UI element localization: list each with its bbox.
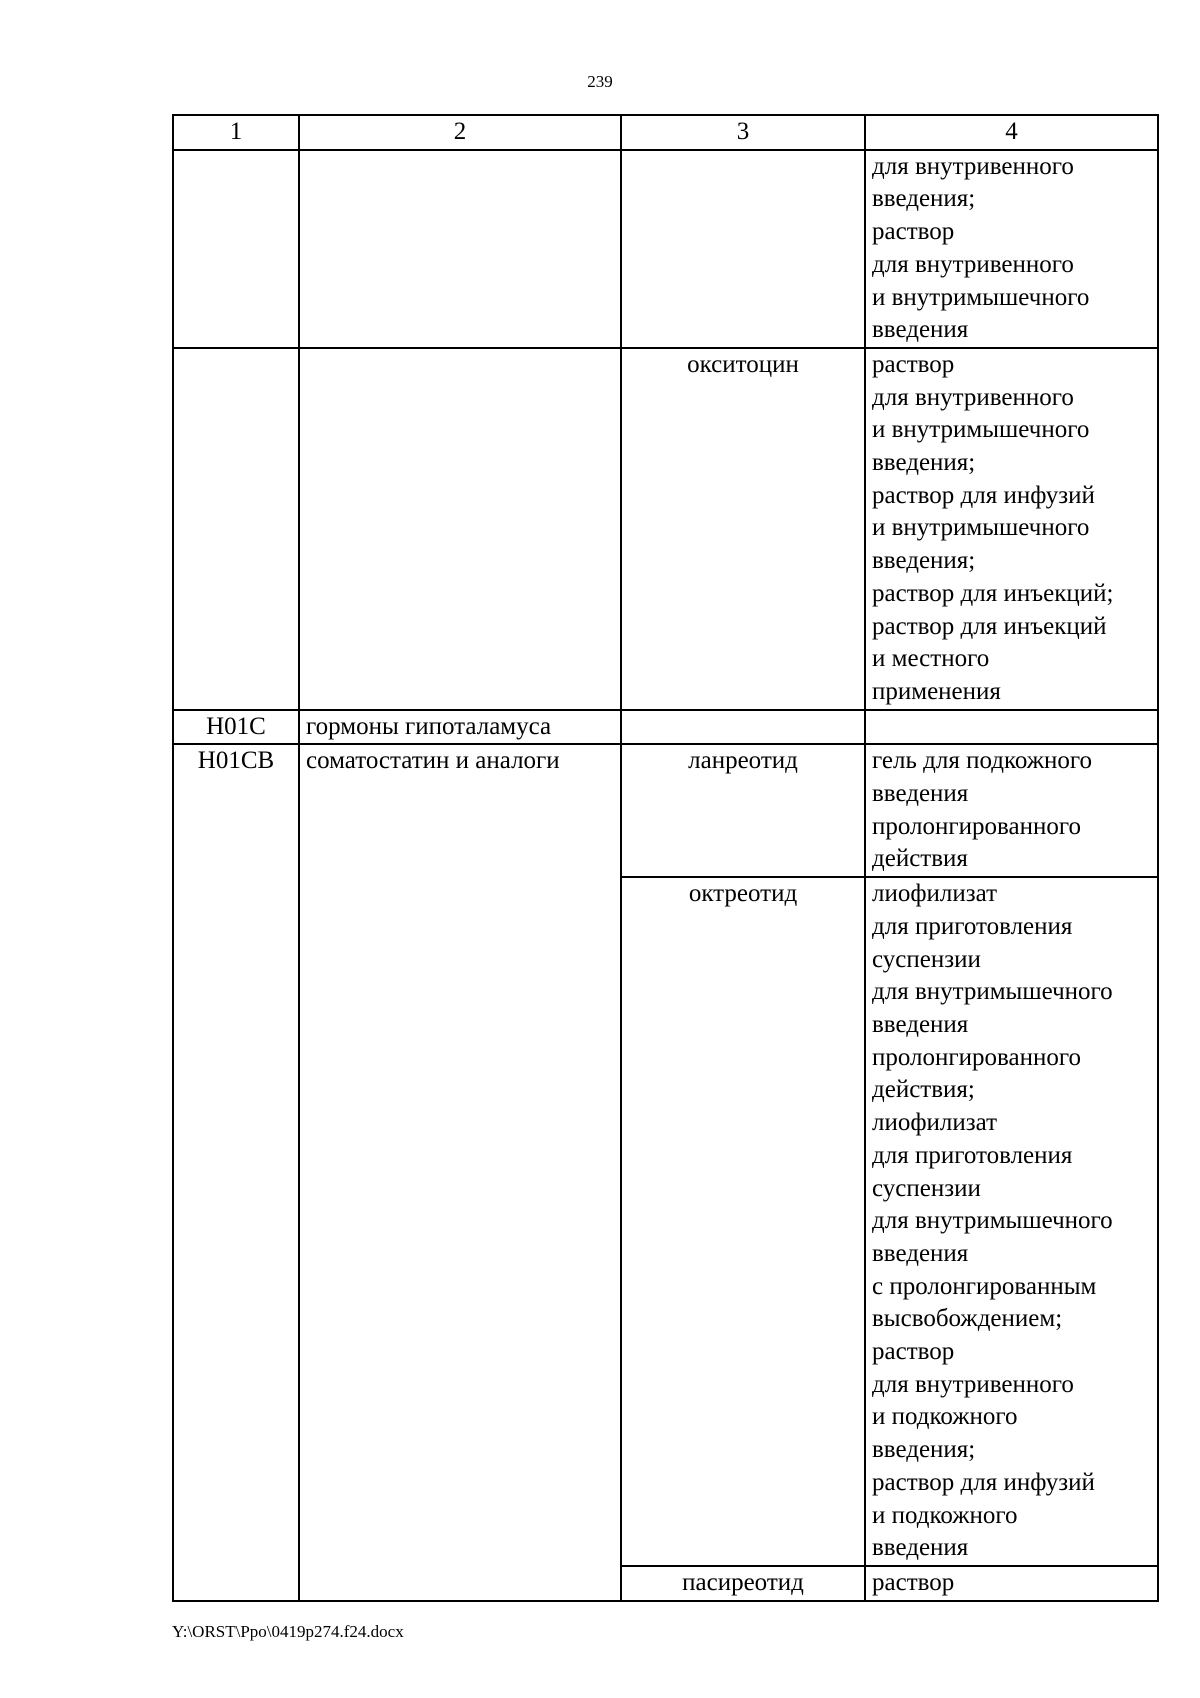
dosage-form-line: и местного	[872, 645, 990, 673]
atc-code-cell	[173, 348, 299, 710]
dosage-form-line: раствор для инъекций	[872, 612, 1107, 640]
atc-code-cell: H01CB	[173, 744, 299, 1600]
dosage-form-line: и подкожного	[872, 1501, 1018, 1529]
header-cell-4: 4	[865, 115, 1158, 150]
dosage-forms-cell	[865, 1566, 1158, 1601]
dosage-form-line: гель для подкожного	[872, 747, 1093, 775]
dosage-form-line: пролонгированного	[872, 812, 1081, 840]
header-cell-1: 1	[173, 115, 299, 150]
dosage-form-line: введения	[872, 316, 969, 344]
dosage-form-line: лиофилизат	[872, 880, 998, 908]
drug-name-cell: ланреотид	[621, 744, 865, 877]
drug-table	[172, 114, 1159, 1602]
table-row	[173, 744, 1158, 877]
dosage-form-line: с пролонгированным	[872, 1272, 1097, 1300]
dosage-form-line: и внутримышечного	[872, 514, 1090, 542]
dosage-form-line: для приготовления	[872, 912, 1073, 940]
dosage-form-line: введения	[872, 1010, 969, 1038]
dosage-form-line: применения	[872, 677, 1001, 705]
dosage-form-line: раствор	[872, 1568, 955, 1596]
dosage-form-line: действия	[872, 845, 968, 873]
atc-code-cell: H01C	[173, 710, 299, 745]
dosage-form-line: для внутривенного	[872, 250, 1074, 278]
dosage-form-line: суспензии	[872, 945, 981, 973]
table-header-row	[173, 115, 1158, 150]
dosage-form-line: введения	[872, 780, 969, 808]
dosage-form-line: введения;	[872, 185, 976, 213]
drug-name-cell: октреотид	[621, 877, 865, 1566]
dosage-form-line: высвобождением;	[872, 1305, 1063, 1333]
drug-name-cell	[621, 710, 865, 745]
dosage-form-line: раствор	[872, 218, 955, 246]
drug-name-cell: пасиреотид	[621, 1566, 865, 1601]
dosage-form-line: раствор для инфузий	[872, 1468, 1095, 1496]
dosage-forms-cell	[865, 877, 1158, 1566]
dosage-form-line: для внутривенного	[872, 1370, 1074, 1398]
dosage-form-line: раствор	[872, 1338, 955, 1366]
dosage-form-line: раствор для инфузий	[872, 481, 1095, 509]
dosage-form-line: раствор для инъекций;	[872, 579, 1114, 607]
dosage-form-line: для внутримышечного	[872, 1207, 1113, 1235]
dosage-form-line: введения;	[872, 449, 976, 477]
dosage-form-line: введения	[872, 1534, 969, 1562]
group-name-cell	[299, 150, 621, 348]
dosage-forms-cell	[865, 744, 1158, 877]
dosage-forms-cell	[865, 348, 1158, 710]
group-name-cell: гормоны гипоталамуса	[299, 710, 621, 745]
header-cell-3: 3	[621, 115, 865, 150]
dosage-forms-cell	[865, 710, 1158, 745]
drug-table-wrapper	[172, 114, 1159, 1602]
table-row	[173, 348, 1158, 710]
dosage-form-line: действия;	[872, 1076, 975, 1104]
dosage-form-line: и внутримышечного	[872, 283, 1090, 311]
table-row	[173, 710, 1158, 745]
dosage-form-line: введения;	[872, 547, 976, 575]
dosage-form-line: пролонгированного	[872, 1043, 1081, 1071]
dosage-form-line: введения	[872, 1239, 969, 1267]
drug-name-cell	[621, 150, 865, 348]
table-row	[173, 150, 1158, 348]
drug-name-cell: окситоцин	[621, 348, 865, 710]
dosage-form-line: для внутривенного	[872, 383, 1074, 411]
atc-code-cell	[173, 150, 299, 348]
page-number: 239	[587, 72, 613, 91]
group-name-cell: соматостатин и аналоги	[299, 744, 621, 1600]
dosage-form-line: и подкожного	[872, 1403, 1018, 1431]
dosage-forms-cell	[865, 150, 1158, 348]
dosage-form-line: раствор	[872, 350, 955, 378]
file-path-footer: Y:\ORST\Ppo\0419p274.f24.docx	[172, 1622, 404, 1641]
dosage-form-line: введения;	[872, 1436, 976, 1464]
dosage-form-line: лиофилизат	[872, 1109, 998, 1137]
header-cell-2: 2	[299, 115, 621, 150]
dosage-form-line: для внутримышечного	[872, 978, 1113, 1006]
dosage-form-line: и внутримышечного	[872, 416, 1090, 444]
dosage-form-line: для приготовления	[872, 1141, 1073, 1169]
group-name-cell	[299, 348, 621, 710]
dosage-form-line: для внутривенного	[872, 152, 1074, 180]
dosage-form-line: суспензии	[872, 1174, 981, 1202]
